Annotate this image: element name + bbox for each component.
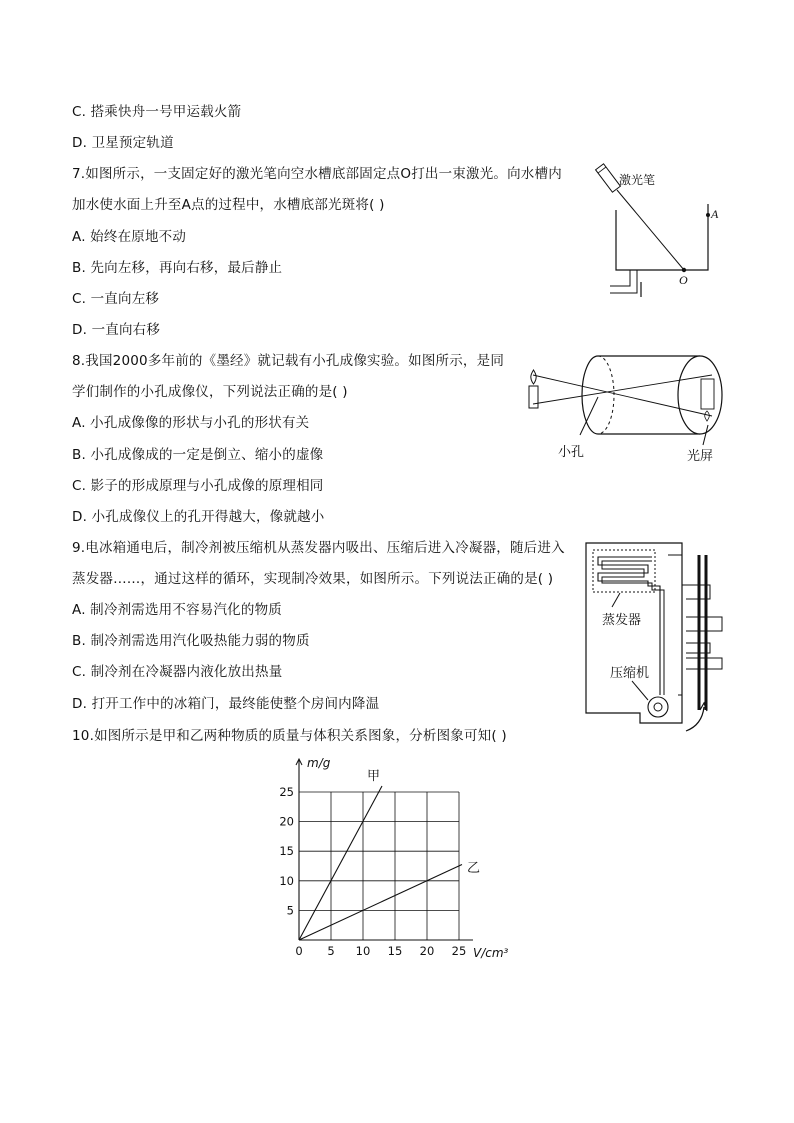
compressor-icon [648, 697, 668, 717]
series-line-2 [299, 865, 462, 941]
option-d-q6: D. 卫星预定轨道 [72, 135, 174, 151]
point-a-marker [706, 213, 710, 217]
option-c-q7: C. 一直向左移 [72, 291, 160, 307]
water-tank [616, 204, 708, 270]
question-8-line-2: 学们制作的小孔成像仪，下列说法正确的是( ) [72, 384, 348, 400]
return-pipe [668, 555, 682, 695]
option-a-q9: A. 制冷剂需选用不容易汽化的物质 [72, 602, 282, 618]
option-b-q9: B. 制冷剂需选用汽化吸热能力弱的物质 [72, 633, 310, 649]
option-c-q9: C. 制冷剂在冷凝器内液化放出热量 [72, 664, 283, 680]
option-b-q8: B. 小孔成像成的一定是倒立、缩小的虚像 [72, 447, 324, 463]
question-10-line-1: 10.如图所示是甲和乙两种物质的质量与体积关系图象，分析图象可知( ) [72, 728, 507, 744]
option-a-q7: A. 始终在原地不动 [72, 229, 187, 245]
option-d-q7: D. 一直向右移 [72, 322, 161, 338]
x-tick-label: 10 [355, 944, 371, 958]
mass-volume-chart [270, 752, 520, 967]
fridge-cabinet [586, 543, 682, 723]
question-9-line-1: 9.电冰箱通电后，制冷剂被压缩机从蒸发器内吸出、压缩后进入冷凝器，随后进入 [72, 540, 565, 556]
x-tick-label: 15 [387, 944, 403, 958]
condenser-loop-4 [686, 658, 722, 669]
x-tick-label: 25 [451, 944, 467, 958]
option-c-q6: C. 搭乘快舟一号甲运载火箭 [72, 104, 242, 120]
y-axis-label: m/g [307, 756, 331, 770]
question-7-line-1: 7.如图所示，一支固定好的激光笔向空水槽底部固定点O打出一束激光。向水槽内 [72, 166, 562, 182]
evaporator-box [593, 550, 655, 592]
x-tick-label: 20 [419, 944, 435, 958]
option-d-q9: D. 打开工作中的冰箱门，最终能使整个房间内降温 [72, 696, 380, 712]
y-tick-label: 20 [279, 814, 294, 829]
pinhole-camera-figure [520, 348, 735, 470]
point-o-marker [682, 268, 686, 272]
y-tick-label: 10 [279, 873, 294, 888]
option-c-q8: C. 影子的形成原理与小孔成像的原理相同 [72, 478, 324, 494]
pinhole-label: 小孔 [558, 445, 585, 460]
point-a-label: A [711, 207, 719, 221]
point-o-label: O [679, 273, 688, 287]
x-axis-label: V/cm³ [473, 946, 509, 960]
laser-tank-figure [590, 160, 730, 305]
option-b-q7: B. 先向左移，再向右移，最后静止 [72, 260, 283, 276]
question-7-line-2: 加水使水面上升至A点的过程中，水槽底部光斑将( ) [72, 197, 385, 213]
refrigerator-figure [582, 535, 732, 735]
laser-pointer-label: 激光笔 [619, 173, 656, 187]
camera-front-face-hidden [598, 356, 614, 434]
compressor-pointer [632, 681, 648, 700]
y-tick-label: 15 [279, 844, 294, 859]
drain-pipe [610, 270, 637, 293]
light-screen [678, 356, 722, 434]
evaporator-label: 蒸发器 [602, 613, 642, 628]
y-tick-label: 5 [286, 903, 294, 918]
condenser-loop-2 [686, 617, 722, 631]
question-9-line-2: 蒸发器……，通过这样的循环，实现制冷效果，如图所示。下列说法正确的是( ) [72, 571, 554, 587]
series-label-1: 甲 [367, 769, 381, 784]
x-tick-label: 0 [295, 944, 303, 958]
flow-arrow-icon [686, 707, 704, 731]
option-a-q8: A. 小孔成像像的形状与小孔的形状有关 [72, 415, 310, 431]
series-label-2: 乙 [467, 861, 481, 876]
compressor-label: 压缩机 [610, 666, 650, 681]
option-d-q8: D. 小孔成像仪上的孔开得越大，像就越小 [72, 509, 325, 525]
x-tick-label: 5 [327, 944, 335, 958]
y-tick-label: 25 [279, 785, 294, 799]
screen-label: 光屏 [687, 449, 714, 464]
series-line-1 [299, 786, 382, 940]
laser-beam [617, 190, 684, 270]
question-8-line-1: 8.我国2000多年前的《墨经》就记载有小孔成像实验。如图所示，是同 [72, 353, 505, 369]
laser-pointer-icon [596, 164, 621, 192]
evaporator-pointer [612, 593, 620, 607]
